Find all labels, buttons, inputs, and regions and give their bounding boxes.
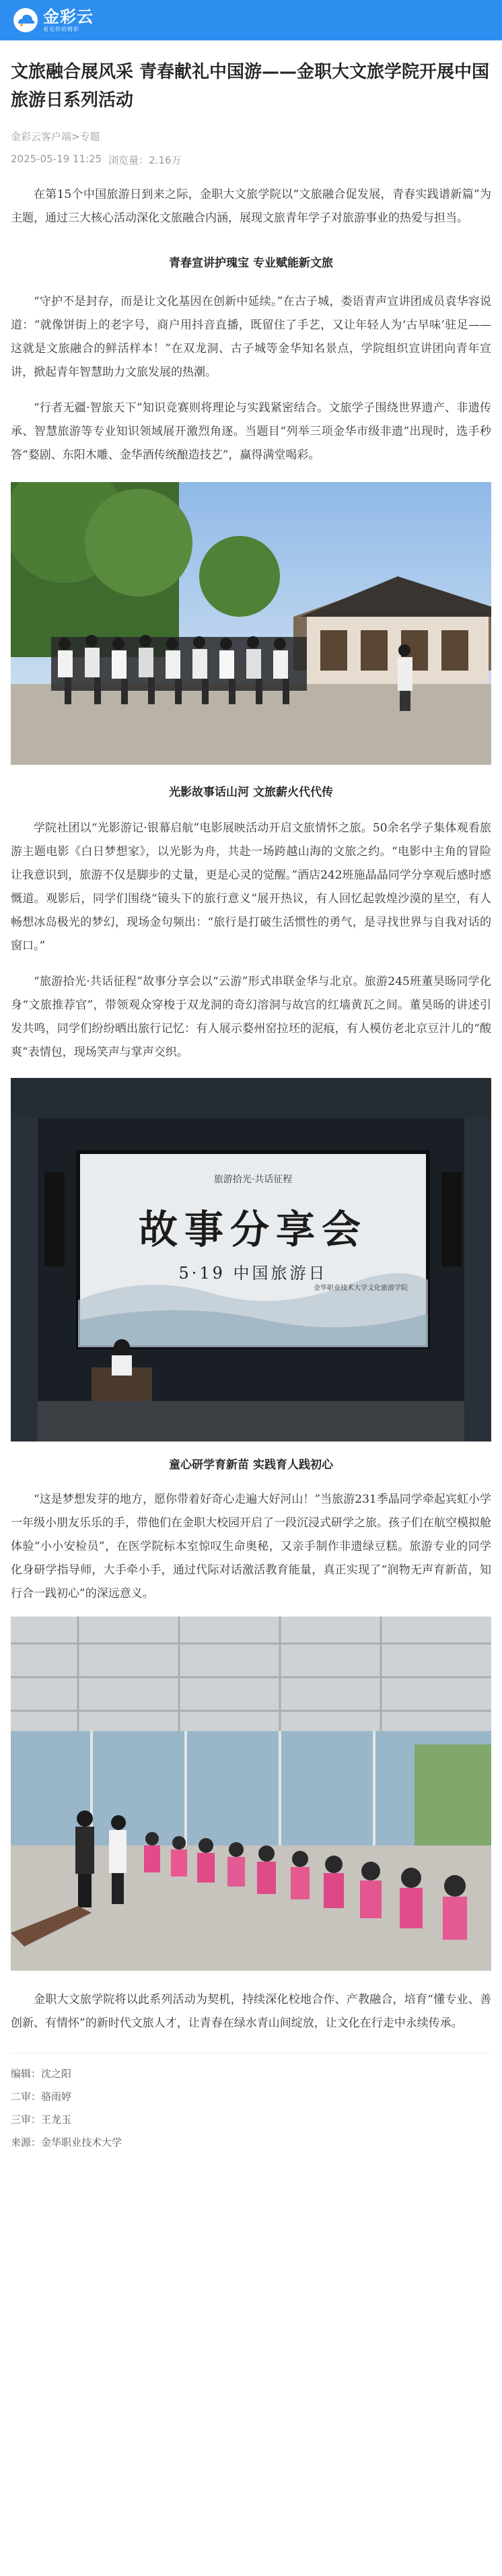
source-credit: 来源：金华职业技术大学 xyxy=(11,2136,122,2148)
article-title: 文旅融合展风采 青春献礼中国游——金职大文旅学院开展中国旅游日系列活动 xyxy=(11,62,490,110)
closing-paragraph: 金职大文旅学院将以此系列活动为契机，持续深化校地合作、产教融合，培育“懂专业、善创新、有情怀”的新时代文旅人才，让青春在绿水青山间绽放，让文化在行走中永续传承。 xyxy=(11,1993,491,2030)
article-footer xyxy=(11,2067,491,2149)
body-paragraph: “守护不是封存，而是让文化基因在创新中延续。”在古子城，娄语青声宣讲团成员袁华容说道：“就像饼街上的老字号，商户用抖音直播，既留住了手艺，又让年轻人为‘古早味’驻足——这就是文旅融合的鲜活样本！”在双龙洞、古子城等金华知名景点，学院组织宣讲团向青年宣讲，掀起青年智慧助力文旅发展的热潮。 xyxy=(11,295,491,379)
intro-paragraph: 在第15个中国旅游日到来之际，金职大文旅学院以“文旅融合促发展，青春实践谱新篇”为主题，通过三大核心活动深化文旅融合内涵，展现文旅青年学子对旅游事业的热爱与担当。 xyxy=(11,188,491,225)
editor-credit: 编辑：沈之阳 xyxy=(11,2068,72,2080)
screen-title: 故事分享会 xyxy=(138,1207,367,1252)
brand-slogan: 看见你的精彩 xyxy=(43,26,79,32)
section-heading: 光影故事话山河 文旅薪火代代传 xyxy=(169,786,333,799)
brand-logo[interactable] xyxy=(12,7,94,34)
article-meta xyxy=(11,153,491,167)
screen-org: 金华职业技术大学文化旅游学院 xyxy=(314,1285,408,1292)
photo-kids-study-tour-image xyxy=(11,1617,491,1971)
cloud-logo-icon xyxy=(12,7,39,34)
view-count: 浏览量：2.16万 xyxy=(108,154,182,166)
body-paragraph: “这是梦想发芽的地方，愿你带着好奇心走遍大好河山！”当旅游231季晶同学牵起宾虹小学一年级小朋友乐乐的手，带他们在金职大校园开启了一段沉浸式研学之旅。孩子们在航空模拟舱体验“小小安检员”，在医学院标本室惊叹生命奥秘，又亲手制作非遗绿豆糕。旅游专业的同学化身研学指导师，大手牵小手，通过代际对话激活教育能量，真正实现了“润物无声育新苗，知行合一践初心”的深远意义。 xyxy=(11,1493,491,1600)
second-review-credit: 二审：骆雨婷 xyxy=(11,2091,72,2103)
brand-name: 金彩云 xyxy=(43,7,94,26)
section-heading: 青春宣讲护瑰宝 专业赋能新文旅 xyxy=(169,257,333,270)
photo-story-sharing xyxy=(11,1078,491,1442)
screen-top-text: 旅游拾光·共话征程 xyxy=(213,1174,293,1185)
article xyxy=(0,58,502,2149)
publish-date: 2025-05-19 11:25 xyxy=(11,153,102,165)
article-source[interactable]: 金彩云客户端>专题 xyxy=(11,131,100,143)
body-paragraph: 学院社团以“光影游记·银幕启航”电影展映活动开启文旅情怀之旅。50余名学子集体观看旅游主题电影《白日梦想家》，以光影为舟，共赴一场跨越山海的文旅之约。“电影中主角的冒险让我意识到，旅游不仅是脚步的丈量，更是心灵的觉醒。”酒店242班施晶晶同学分享观后感时感慨道。观影后，同学们围绕“镜头下的旅行意义”展开热议，有人回忆起敦煌沙漠的星空，有人畅想冰岛极光的梦幻，现场金句频出：“旅行是打破生活惯性的勇气，是寻找世界与自我对话的窗口。” xyxy=(11,821,491,953)
footer-divider xyxy=(11,2053,491,2054)
photo-kids-study-tour xyxy=(11,1617,491,1971)
section-heading: 童心研学育新苗 实践育人践初心 xyxy=(169,1458,333,1472)
photo-ancient-town-image xyxy=(11,482,491,765)
top-bar xyxy=(0,0,502,40)
third-review-credit: 三审：王龙玉 xyxy=(11,2113,72,2126)
screen-subtitle: 5·19 中国旅游日 xyxy=(178,1264,328,1283)
body-paragraph: “行者无疆·智旅天下”知识竞赛则将理论与实践紧密结合。文旅学子围绕世界遗产、非遗传承、智慧旅游等专业知识领域展开激烈角逐。当题目“列举三项金华市级非遗”出现时，选手秒答“婺剧、东阳木雕、金华酒传统酿造技艺”，赢得满堂喝彩。 xyxy=(11,401,491,462)
photo-ancient-town-group xyxy=(11,482,491,765)
body-paragraph: “旅游拾光·共话征程”故事分享会以“云游”形式串联金华与北京。旅游245班董昊旸同学化身“文旅推荐官”，带领观众穿梭于双龙洞的奇幻溶洞与故宫的红墙黄瓦之间。董昊旸的讲述引发共鸣，同学们纷纷晒出旅行记忆：有人展示婺州窑拉坯的泥痕，有人模仿老北京豆汁儿的“酸爽”表情包，现场笑声与掌声交织。 xyxy=(11,975,491,1059)
